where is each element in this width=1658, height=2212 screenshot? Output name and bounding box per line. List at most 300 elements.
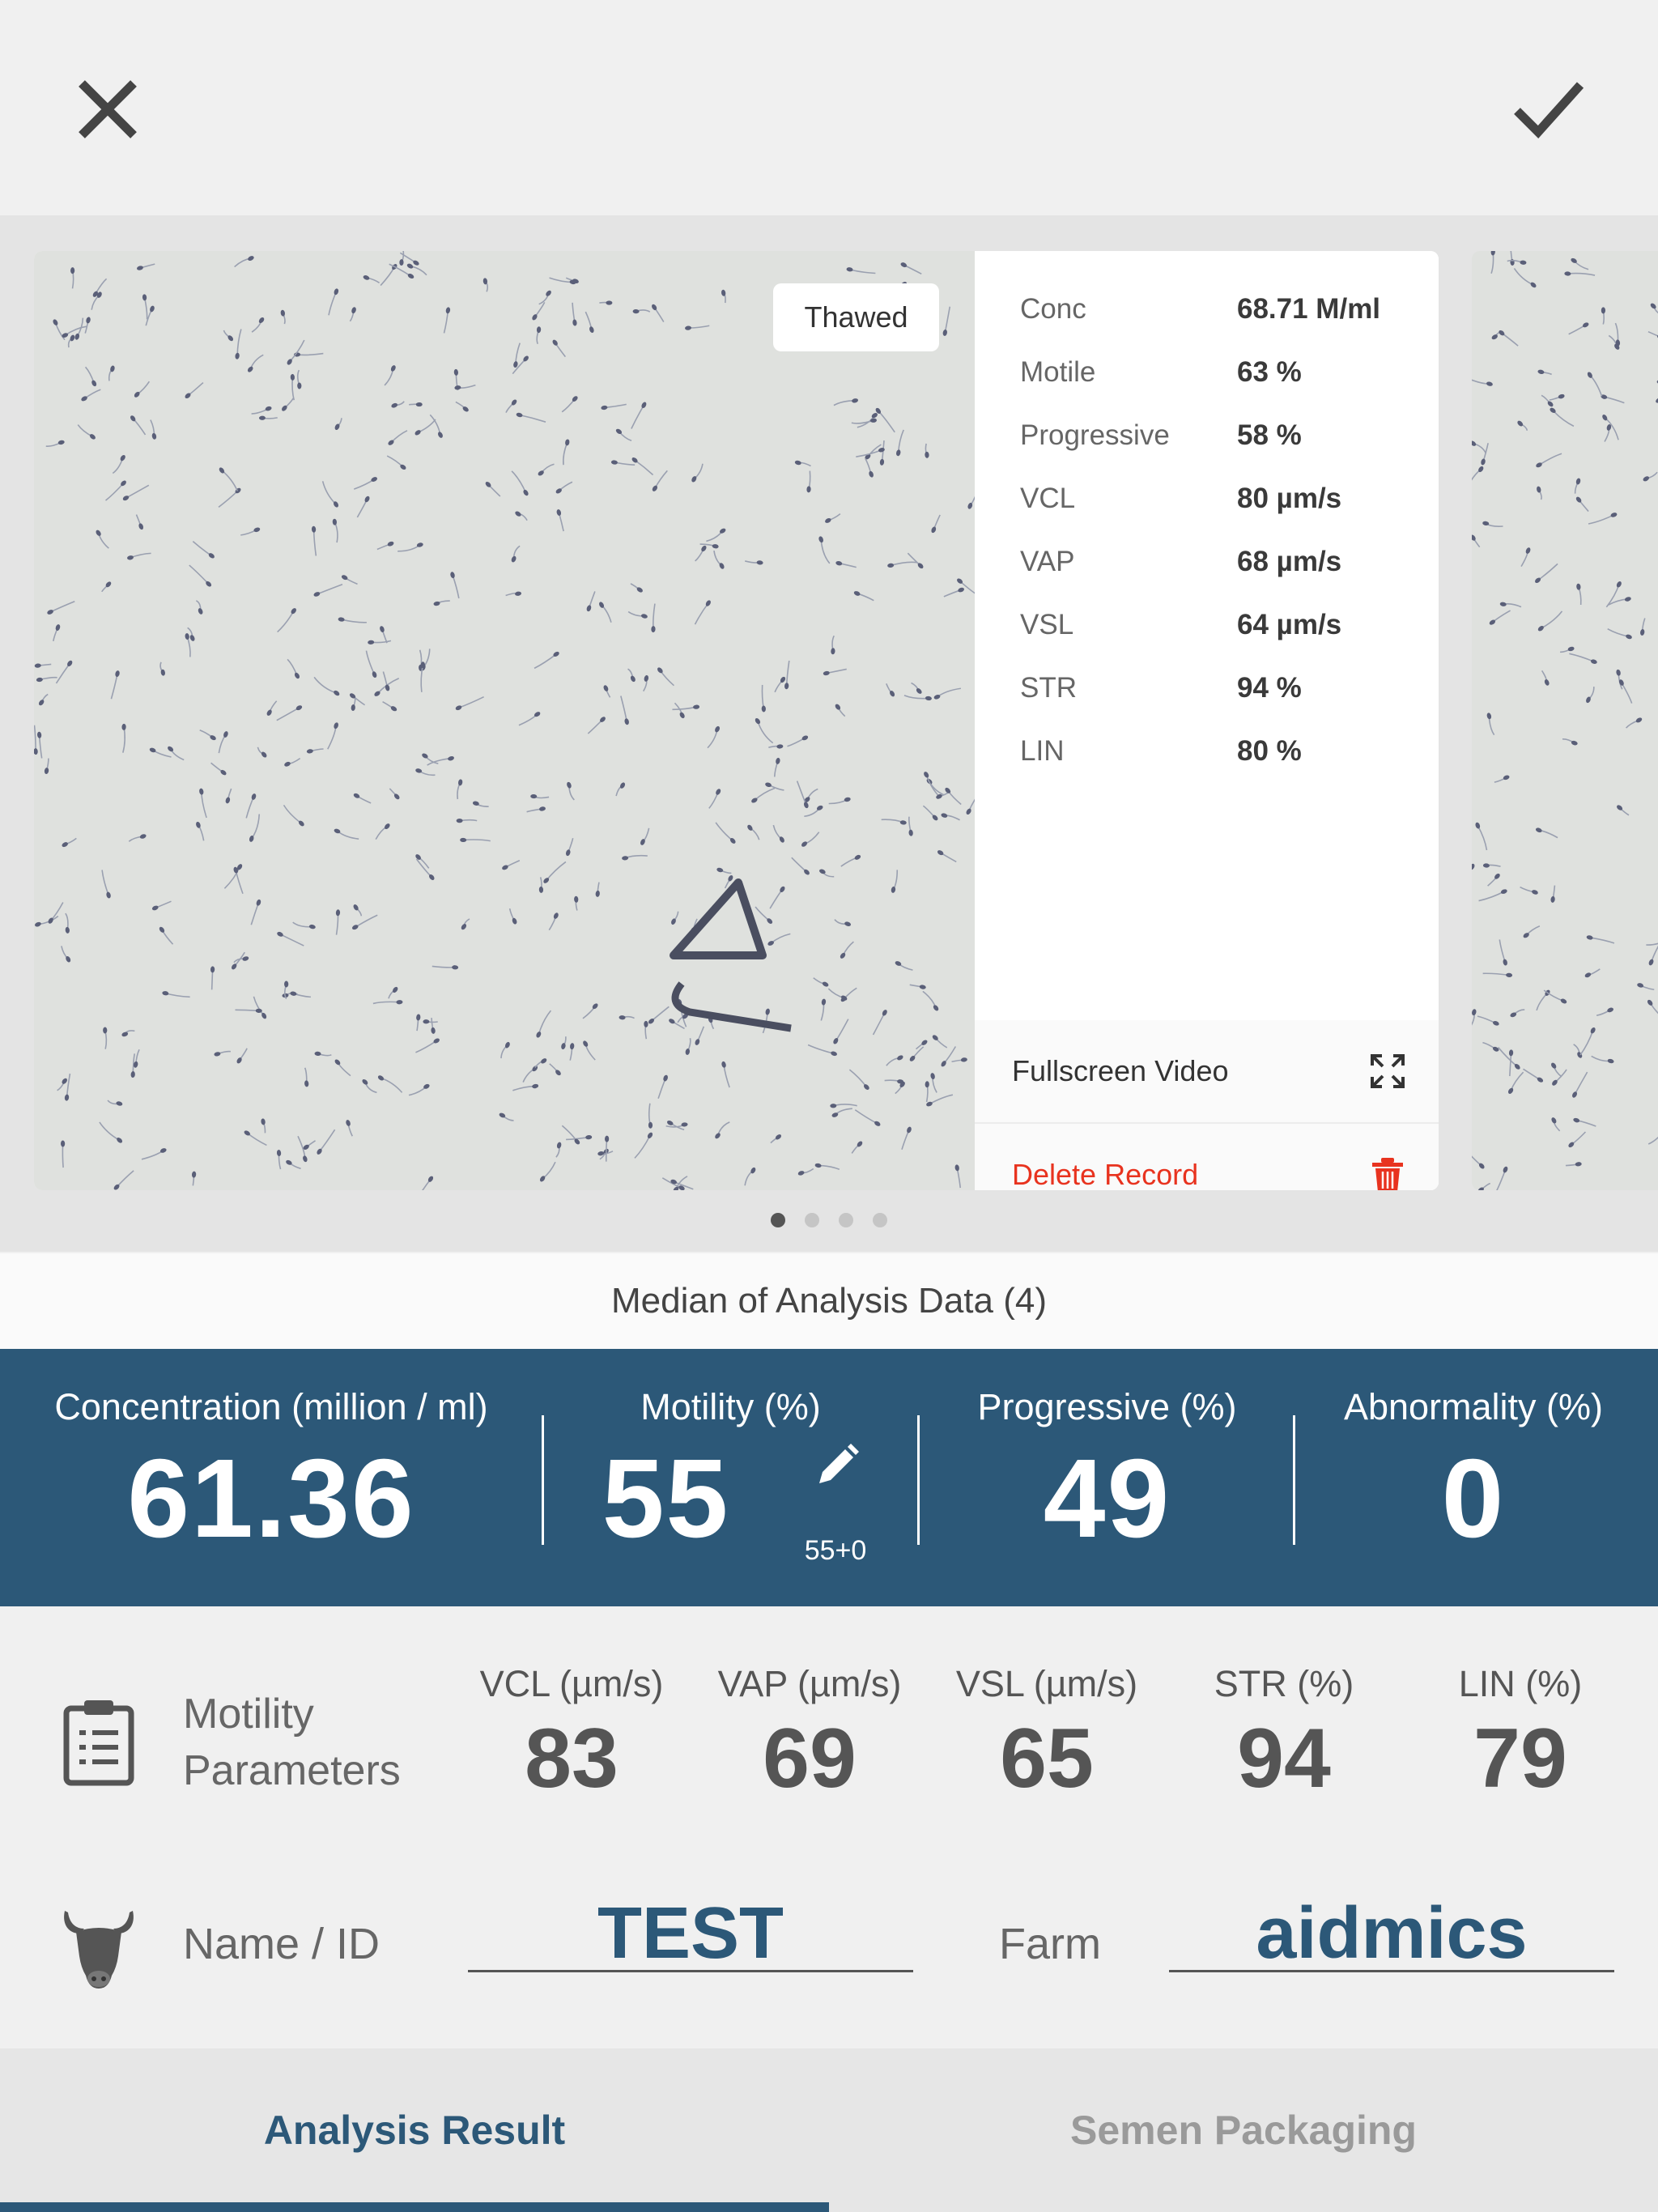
- cell: [283, 759, 300, 768]
- cell: [923, 991, 940, 1011]
- cell: [1560, 646, 1575, 652]
- progressive-label: Progressive (%): [977, 1386, 1237, 1427]
- cell: [615, 428, 631, 440]
- cell: [460, 838, 491, 842]
- cell: [506, 398, 518, 412]
- cell: [276, 931, 304, 946]
- divider: [1293, 1415, 1295, 1545]
- cell: [252, 317, 265, 332]
- cell: [516, 412, 546, 422]
- cell: [803, 789, 818, 804]
- cell: [184, 383, 203, 400]
- cell: [142, 1147, 167, 1159]
- cell: [1580, 1027, 1596, 1055]
- cell: [293, 922, 317, 929]
- cell: [376, 823, 391, 840]
- triangle-artifact: [674, 883, 791, 1028]
- cell: [622, 856, 648, 861]
- cell: [895, 960, 913, 970]
- cell: [835, 560, 857, 567]
- cell: [34, 725, 38, 755]
- cell: [940, 1047, 955, 1068]
- cell: [78, 425, 96, 440]
- cell: [1479, 888, 1508, 900]
- cell: [65, 913, 70, 934]
- cell: [512, 1083, 538, 1091]
- cell: [1544, 990, 1567, 1005]
- cell: [211, 763, 227, 776]
- cell: [572, 303, 577, 326]
- cell: [366, 651, 377, 678]
- cell: [563, 439, 570, 465]
- cell: [1616, 804, 1629, 815]
- cell: [341, 574, 358, 584]
- tab-analysis-result[interactable]: Analysis Result: [263, 2108, 566, 2153]
- cell: [433, 601, 450, 606]
- cell: [1575, 496, 1588, 511]
- cell: [745, 560, 763, 565]
- cell: [357, 496, 370, 517]
- cell: [1646, 938, 1658, 945]
- cell: [499, 1112, 514, 1121]
- cell: [457, 819, 478, 823]
- cell: [685, 1038, 691, 1055]
- cell: [619, 1015, 634, 1020]
- cell: [965, 791, 975, 815]
- cell: [253, 997, 267, 1019]
- cell: [551, 338, 565, 356]
- cell: [535, 1057, 548, 1068]
- cell: [1498, 330, 1518, 347]
- cell: [1550, 1117, 1559, 1131]
- cell: [377, 1074, 402, 1092]
- cell: [113, 454, 126, 474]
- vap-param: [696, 1663, 923, 1806]
- cell: [449, 572, 458, 598]
- lin-param: [1407, 1663, 1634, 1806]
- cell: [185, 633, 190, 657]
- cell: [912, 683, 923, 695]
- cell: [595, 883, 600, 897]
- cell: [102, 581, 113, 592]
- cell: [900, 262, 922, 274]
- name-id-label: Name / ID: [183, 1920, 380, 1968]
- cell: [421, 661, 426, 692]
- cell: [278, 607, 298, 632]
- cell: [566, 1135, 592, 1140]
- cell: [379, 625, 387, 643]
- cell: [627, 669, 636, 683]
- cell: [1601, 393, 1625, 402]
- cell: [933, 688, 961, 700]
- cell: [942, 307, 950, 337]
- cell: [616, 781, 626, 796]
- concentration-metric: [24, 1349, 518, 1606]
- cell: [523, 1065, 538, 1083]
- vsl-param: [933, 1663, 1160, 1806]
- cell: [316, 1129, 334, 1155]
- cell: [602, 684, 610, 697]
- param-value: 69: [763, 1712, 857, 1806]
- cell: [695, 599, 712, 624]
- cell: [455, 697, 484, 712]
- vcl-param: [458, 1663, 685, 1806]
- cell: [192, 1171, 197, 1185]
- cell: [773, 825, 785, 844]
- stat-key: Conc: [1020, 293, 1086, 325]
- cell: [34, 663, 51, 668]
- cell: [828, 989, 848, 1002]
- cell: [1535, 453, 1562, 468]
- cell: [1655, 392, 1658, 404]
- cell: [746, 824, 759, 840]
- cell: [218, 466, 237, 491]
- cell: [257, 747, 267, 759]
- cell: [151, 420, 157, 440]
- cell: [694, 1027, 704, 1046]
- clipboard-icon: [60, 1697, 138, 1786]
- cell: [952, 1057, 968, 1062]
- cell: [1601, 307, 1605, 324]
- cell: [670, 912, 678, 925]
- cell: [874, 407, 895, 432]
- cell: [198, 788, 206, 818]
- param-value: 65: [1000, 1712, 1094, 1806]
- cell: [506, 591, 522, 596]
- farm-field[interactable]: aidmics: [1169, 1898, 1614, 1972]
- record-stats-panel: [975, 251, 1439, 1190]
- cell: [328, 722, 339, 750]
- cell: [1474, 822, 1486, 850]
- cell: [824, 514, 840, 524]
- cell: [714, 1122, 729, 1140]
- stat-key: LIN: [1020, 735, 1065, 767]
- cell: [1489, 610, 1511, 626]
- cell: [323, 481, 340, 508]
- cell: [1472, 863, 1476, 890]
- cell: [142, 294, 147, 319]
- cell: [891, 870, 897, 893]
- cell: [539, 1162, 555, 1182]
- cell: [668, 1018, 684, 1028]
- active-tab-indicator: [0, 2202, 829, 2212]
- param-label: VSL (µm/s): [955, 1663, 1138, 1704]
- cell: [770, 886, 786, 909]
- cell: [56, 660, 73, 683]
- cell: [691, 464, 703, 483]
- stat-row-vcl: [1020, 474, 1425, 523]
- cell: [1550, 886, 1555, 904]
- cell: [214, 1052, 231, 1057]
- cell: [416, 1175, 435, 1190]
- cell: [80, 389, 100, 402]
- cell: [277, 1150, 282, 1169]
- cell: [162, 991, 190, 998]
- cell: [1537, 369, 1552, 375]
- cell: [397, 542, 423, 551]
- cell: [193, 542, 215, 559]
- cell: [830, 1104, 857, 1108]
- cell: [432, 965, 458, 970]
- cell: [560, 1036, 566, 1049]
- cell: [644, 674, 649, 691]
- fullscreen-video-button[interactable]: [975, 1020, 1439, 1122]
- cell: [247, 355, 264, 373]
- cell: [111, 670, 120, 700]
- cell: [1472, 466, 1485, 491]
- bull-icon: [58, 1904, 139, 1993]
- cell: [121, 724, 126, 753]
- cell: [219, 730, 228, 753]
- cell: [944, 587, 965, 597]
- cell: [832, 1019, 848, 1045]
- cell: [109, 365, 116, 381]
- cell: [127, 553, 151, 560]
- cell: [235, 329, 241, 359]
- cell: [281, 398, 294, 412]
- cell: [1499, 602, 1521, 607]
- stat-row-conc: [1020, 285, 1425, 334]
- cell: [377, 541, 394, 550]
- close-button[interactable]: [63, 65, 152, 154]
- cell: [767, 934, 790, 946]
- cell: [588, 716, 606, 734]
- cell: [1481, 443, 1489, 466]
- stat-value: 58 %: [1237, 419, 1302, 451]
- cell: [902, 1126, 912, 1150]
- cell: [531, 302, 545, 321]
- stat-row-str: [1020, 664, 1425, 713]
- cell: [1616, 669, 1622, 689]
- cell: [244, 1129, 267, 1145]
- cell: [345, 1119, 352, 1136]
- cell: [605, 1136, 609, 1162]
- delete-record-button[interactable]: [975, 1124, 1439, 1190]
- cell: [1477, 1016, 1500, 1027]
- page-dot[interactable]: [873, 1213, 887, 1227]
- cell: [1574, 1044, 1584, 1059]
- cell: [385, 364, 397, 385]
- cell: [427, 755, 455, 765]
- cell: [332, 518, 338, 542]
- cell: [925, 1095, 953, 1107]
- cell: [130, 415, 146, 435]
- cell: [334, 828, 359, 840]
- cell: [775, 757, 781, 776]
- name-id-field[interactable]: TEST: [468, 1898, 913, 1972]
- cell: [706, 527, 726, 541]
- microscope-video-thumbnail[interactable]: [34, 251, 975, 1190]
- cell: [640, 828, 649, 846]
- cell: [1608, 629, 1633, 640]
- progressive-value: 49: [1043, 1436, 1171, 1561]
- cell: [1648, 1127, 1658, 1144]
- cell: [1536, 486, 1541, 500]
- cell: [1571, 1072, 1588, 1099]
- cell: [930, 515, 940, 534]
- cell: [314, 677, 340, 696]
- cell: [550, 1064, 562, 1077]
- cell: [834, 703, 844, 716]
- sperm-cells-image: [34, 251, 975, 1190]
- cell: [1534, 564, 1558, 584]
- cell: [62, 946, 71, 963]
- cell: [246, 793, 257, 818]
- abnormality-metric: [1303, 1349, 1643, 1606]
- record-carousel[interactable]: [0, 215, 1658, 1252]
- cell: [350, 307, 356, 321]
- cell: [409, 402, 423, 406]
- cell: [47, 903, 63, 925]
- param-value: 83: [525, 1712, 619, 1806]
- concentration-label: Concentration (million / ml): [54, 1386, 488, 1427]
- cell: [1550, 1061, 1562, 1076]
- cell: [556, 1142, 562, 1157]
- cell: [583, 1002, 599, 1019]
- cell: [430, 415, 444, 439]
- cell: [550, 278, 576, 285]
- cell: [46, 440, 66, 446]
- cell: [923, 806, 938, 821]
- cell: [755, 907, 773, 925]
- cell: [1477, 1184, 1490, 1190]
- farm-label: Farm: [999, 1920, 1101, 1968]
- cell: [1499, 939, 1507, 966]
- cell: [291, 374, 295, 400]
- cell: [69, 334, 76, 347]
- cell: [885, 1079, 904, 1084]
- checkmark-icon: [1512, 77, 1585, 142]
- cell: [631, 457, 653, 475]
- cell: [100, 1122, 123, 1144]
- motility-parameters-section: [0, 1606, 1658, 1864]
- cell: [1637, 982, 1655, 989]
- cell: [102, 870, 111, 899]
- stat-key: VAP: [1020, 546, 1075, 577]
- cell: [855, 1110, 881, 1127]
- cell: [648, 1104, 653, 1129]
- edit-motility-button[interactable]: [790, 1441, 881, 1587]
- cell: [925, 1081, 929, 1102]
- cell: [383, 672, 390, 691]
- cell: [236, 1049, 247, 1065]
- cell: [925, 444, 929, 458]
- cell: [414, 419, 436, 436]
- cell: [852, 418, 877, 423]
- cell: [967, 481, 975, 509]
- cell: [286, 340, 304, 366]
- cell: [235, 1009, 261, 1013]
- median-header: Median of Analysis Data (4): [0, 1253, 1658, 1349]
- stat-key: VCL: [1020, 483, 1076, 514]
- title-line: Motility: [183, 1691, 314, 1738]
- cell: [277, 704, 303, 721]
- cell: [1510, 1010, 1525, 1018]
- stat-key: Progressive: [1020, 419, 1170, 451]
- cell: [338, 617, 367, 623]
- cell: [821, 998, 826, 1020]
- cell: [1472, 1009, 1477, 1027]
- cell: [1615, 323, 1620, 347]
- cell: [834, 398, 859, 405]
- fullscreen-video-label: Fullscreen Video: [1012, 1054, 1229, 1087]
- cell: [352, 904, 361, 916]
- cell: [456, 402, 470, 412]
- page-dot[interactable]: [805, 1213, 819, 1227]
- cell: [219, 487, 242, 507]
- cell: [514, 510, 527, 521]
- cell: [555, 482, 572, 494]
- cell: [784, 661, 789, 689]
- cell: [882, 819, 907, 825]
- cell: [415, 1037, 440, 1053]
- cell: [1483, 863, 1501, 868]
- cell: [865, 458, 874, 478]
- cell: [167, 745, 184, 759]
- cell: [1522, 926, 1539, 939]
- cell: [565, 838, 573, 857]
- cell: [501, 1041, 511, 1058]
- cell: [122, 485, 149, 501]
- cell: [648, 1006, 670, 1024]
- cell: [409, 1083, 431, 1095]
- cell: [334, 1058, 351, 1075]
- confirm-button[interactable]: [1504, 65, 1593, 154]
- cell: [840, 988, 857, 1002]
- cell: [389, 789, 400, 801]
- cell: [1472, 1146, 1486, 1169]
- cell: [714, 551, 725, 570]
- cell: [835, 920, 852, 927]
- cell: [353, 793, 371, 803]
- cell: [196, 601, 203, 615]
- cell: [129, 833, 147, 841]
- cell: [416, 859, 435, 881]
- page-dot[interactable]: [771, 1213, 785, 1227]
- tab-semen-packaging[interactable]: Semen Packaging: [1070, 2108, 1417, 2153]
- cell: [941, 813, 960, 820]
- cell: [841, 854, 861, 866]
- cell: [534, 651, 560, 669]
- cell: [1562, 739, 1578, 747]
- next-record-card[interactable]: [1472, 251, 1658, 1190]
- cell: [775, 676, 786, 692]
- cell: [108, 1100, 123, 1107]
- cell: [251, 899, 261, 925]
- cell: [1575, 478, 1581, 494]
- cell: [36, 677, 57, 682]
- stat-value: 80 %: [1237, 735, 1302, 767]
- cell: [651, 304, 664, 322]
- cell: [95, 530, 108, 549]
- cell: [716, 867, 732, 874]
- cell: [1569, 321, 1590, 334]
- progressive-metric: [931, 1349, 1283, 1606]
- cell: [586, 591, 595, 611]
- cell: [1570, 257, 1588, 270]
- cell: [302, 1141, 315, 1151]
- cell: [46, 602, 74, 615]
- record-card: [34, 251, 1439, 1190]
- cell: [287, 659, 300, 679]
- page-dot[interactable]: [839, 1213, 853, 1227]
- cell: [852, 1140, 863, 1153]
- cell: [750, 788, 775, 803]
- cell: [189, 565, 213, 588]
- motility-parameters-title: [183, 1686, 401, 1799]
- param-label: VCL (µm/s): [479, 1663, 664, 1704]
- cell: [771, 1134, 782, 1143]
